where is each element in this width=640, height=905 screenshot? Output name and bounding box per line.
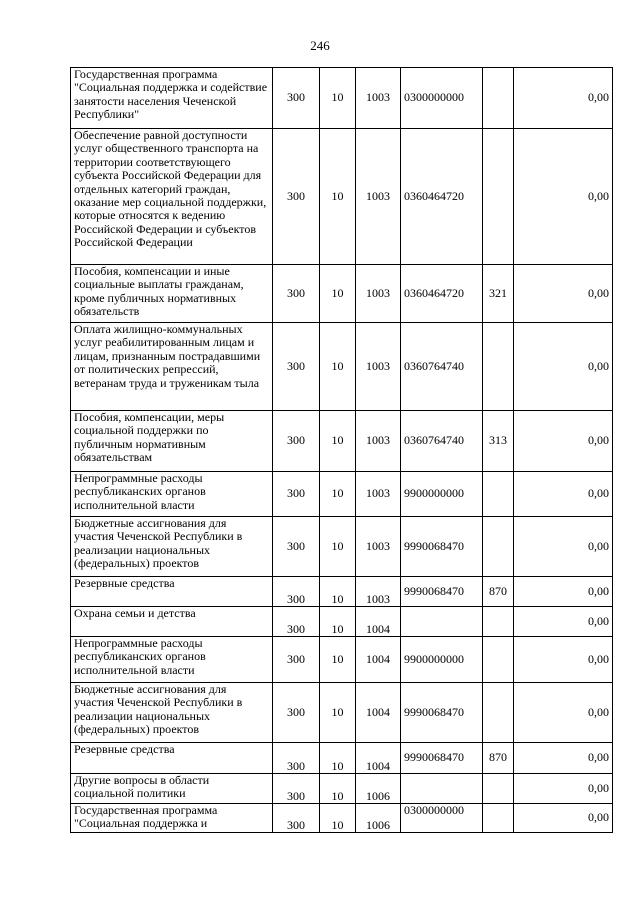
ved-code: 300 [273, 743, 320, 774]
table-row [71, 411, 613, 472]
amount: 0,00 [514, 68, 613, 129]
expense-type-code [483, 323, 514, 411]
subsection-code: 1004 [356, 743, 401, 774]
ved-code: 300 [273, 68, 320, 129]
target-item-code: 0300000000 [401, 804, 483, 833]
table-row [71, 472, 613, 517]
table-row [71, 323, 613, 411]
amount: 0,00 [514, 637, 613, 683]
subsection-code: 1003 [356, 411, 401, 472]
row-name: Другие вопросы в области социальной политики [71, 774, 273, 804]
amount: 0,00 [514, 472, 613, 517]
table-row [71, 607, 613, 637]
target-item-code: 9900000000 [401, 472, 483, 517]
section-code: 10 [320, 743, 356, 774]
table-row [71, 517, 613, 577]
section-code: 10 [320, 472, 356, 517]
subsection-code: 1003 [356, 472, 401, 517]
subsection-code: 1006 [356, 804, 401, 833]
section-code: 10 [320, 411, 356, 472]
amount: 0,00 [514, 743, 613, 774]
row-name: Оплата жилищно-коммунальных услуг реабилитированным лицам и лицам, признанным пострадавшими от политических репрессий, ветеранам труда и труженикам тыла [71, 323, 273, 411]
target-item-code: 9990068470 [401, 577, 483, 607]
subsection-code: 1004 [356, 607, 401, 637]
expense-type-code [483, 517, 514, 577]
target-item-code: 9900000000 [401, 637, 483, 683]
expense-type-code: 313 [483, 411, 514, 472]
ved-code: 300 [273, 804, 320, 833]
amount: 0,00 [514, 804, 613, 833]
table-row [71, 129, 613, 265]
expense-type-code: 870 [483, 743, 514, 774]
row-name: Непрограммные расходы республиканских органов исполнительной власти [71, 637, 273, 683]
subsection-code: 1003 [356, 323, 401, 411]
ved-code: 300 [273, 472, 320, 517]
table-row [71, 774, 613, 804]
target-item-code: 0360764740 [401, 411, 483, 472]
ved-code: 300 [273, 265, 320, 323]
ved-code: 300 [273, 411, 320, 472]
table-row [71, 743, 613, 774]
expense-type-code: 321 [483, 265, 514, 323]
target-item-code: 0360464720 [401, 129, 483, 265]
section-code: 10 [320, 577, 356, 607]
amount: 0,00 [514, 411, 613, 472]
amount: 0,00 [514, 577, 613, 607]
row-name: Бюджетные ассигнования для участия Чеченской Республики в реализации национальных (федеральных) проектов [71, 517, 273, 577]
subsection-code: 1003 [356, 517, 401, 577]
section-code: 10 [320, 323, 356, 411]
expense-type-code [483, 129, 514, 265]
expense-type-code [483, 804, 514, 833]
subsection-code: 1003 [356, 129, 401, 265]
subsection-code: 1003 [356, 577, 401, 607]
row-name: Бюджетные ассигнования для участия Чеченской Республики в реализации национальных (федеральных) проектов [71, 683, 273, 743]
section-code: 10 [320, 265, 356, 323]
ved-code: 300 [273, 774, 320, 804]
page-number: 246 [310, 38, 330, 53]
target-item-code: 0360764740 [401, 323, 483, 411]
section-code: 10 [320, 517, 356, 577]
target-item-code: 9990068470 [401, 743, 483, 774]
section-code: 10 [320, 804, 356, 833]
subsection-code: 1003 [356, 265, 401, 323]
table-row [71, 683, 613, 743]
ved-code: 300 [273, 323, 320, 411]
expense-type-code [483, 68, 514, 129]
row-name: Резервные средства [71, 577, 273, 607]
section-code: 10 [320, 607, 356, 637]
row-name: Государственная программа "Социальная поддержка и [71, 804, 273, 833]
row-name: Резервные средства [71, 743, 273, 774]
amount: 0,00 [514, 607, 613, 637]
ved-code: 300 [273, 129, 320, 265]
ved-code: 300 [273, 683, 320, 743]
ved-code: 300 [273, 637, 320, 683]
row-name: Обеспечение равной доступности услуг общественного транспорта на территории соответствующего субъекта Российской Федерации для отдельных категорий граждан, оказание мер социальной поддержки, которые относятся к ведению Российской Федерации и субъектов Российской Федерации [71, 129, 273, 265]
section-code: 10 [320, 683, 356, 743]
budget-table [70, 67, 613, 833]
table-row [71, 577, 613, 607]
row-name: Государственная программа "Социальная поддержка и содействие занятости населения Чеченской Республики" [71, 68, 273, 129]
section-code: 10 [320, 637, 356, 683]
amount: 0,00 [514, 323, 613, 411]
target-item-code [401, 774, 483, 804]
table-row [71, 804, 613, 833]
ved-code: 300 [273, 577, 320, 607]
subsection-code: 1003 [356, 68, 401, 129]
section-code: 10 [320, 68, 356, 129]
ved-code: 300 [273, 517, 320, 577]
section-code: 10 [320, 129, 356, 265]
target-item-code: 9990068470 [401, 683, 483, 743]
amount: 0,00 [514, 517, 613, 577]
subsection-code: 1006 [356, 774, 401, 804]
row-name: Пособия, компенсации и иные социальные выплаты гражданам, кроме публичных нормативных обязательств [71, 265, 273, 323]
target-item-code [401, 607, 483, 637]
expense-type-code [483, 637, 514, 683]
target-item-code: 9990068470 [401, 517, 483, 577]
amount: 0,00 [514, 265, 613, 323]
target-item-code: 0360464720 [401, 265, 483, 323]
subsection-code: 1004 [356, 637, 401, 683]
expense-type-code [483, 472, 514, 517]
table-row [71, 68, 613, 129]
row-name: Пособия, компенсации, меры социальной поддержки по публичным нормативным обязательствам [71, 411, 273, 472]
row-name: Непрограммные расходы республиканских органов исполнительной власти [71, 472, 273, 517]
ved-code: 300 [273, 607, 320, 637]
expense-type-code [483, 774, 514, 804]
expense-type-code [483, 683, 514, 743]
table-row [71, 265, 613, 323]
table-row [71, 637, 613, 683]
amount: 0,00 [514, 129, 613, 265]
section-code: 10 [320, 774, 356, 804]
amount: 0,00 [514, 683, 613, 743]
row-name: Охрана семьи и детства [71, 607, 273, 637]
subsection-code: 1004 [356, 683, 401, 743]
amount: 0,00 [514, 774, 613, 804]
expense-type-code [483, 607, 514, 637]
expense-type-code: 870 [483, 577, 514, 607]
target-item-code: 0300000000 [401, 68, 483, 129]
